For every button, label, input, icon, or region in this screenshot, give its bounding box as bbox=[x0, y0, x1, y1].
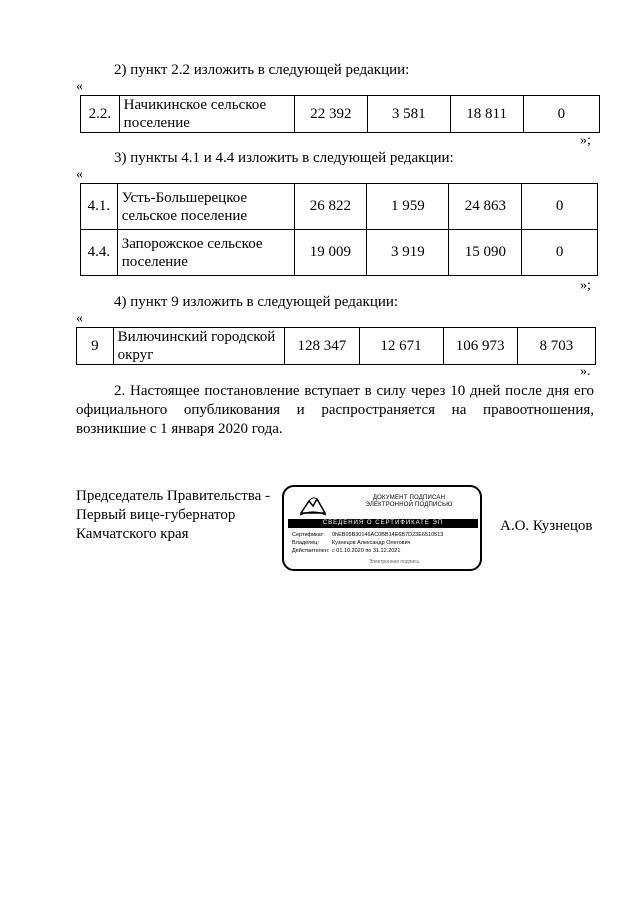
row-number: 4.4. bbox=[81, 230, 118, 276]
signatory-title-line2: Первый вице-губернатор bbox=[76, 507, 236, 523]
row-value2: 3 919 bbox=[367, 230, 449, 276]
table-row bbox=[81, 230, 598, 276]
table-section4 bbox=[76, 327, 596, 365]
stamp-header bbox=[344, 495, 474, 509]
signatory-title bbox=[76, 487, 270, 544]
row-name-line2: поселение bbox=[121, 253, 188, 270]
open-quote: « bbox=[76, 79, 83, 94]
row-value1: 19 009 bbox=[294, 230, 367, 276]
electronic-signature-stamp bbox=[282, 485, 482, 571]
stamp-footer: Электронная подпись bbox=[368, 559, 420, 565]
section3-intro: 3) пункты 4.1 и 4.4 изложить в следующей редакции: bbox=[114, 150, 454, 166]
stamp-cert-value: 0hEB05B30146AC0BB14E6B7D23E6510513 bbox=[332, 532, 444, 538]
row-name-line1: Запорожское сельское bbox=[121, 235, 263, 252]
stamp-owner-label: Владелец: bbox=[292, 540, 319, 546]
close-quote: ». bbox=[580, 364, 591, 379]
row-value2: 12 671 bbox=[359, 328, 443, 365]
stamp-valid-row bbox=[292, 548, 400, 555]
stamp-cert-row bbox=[292, 532, 443, 539]
row-name bbox=[113, 328, 285, 365]
row-value1: 22 392 bbox=[294, 96, 367, 133]
stamp-owner-row bbox=[292, 540, 411, 547]
table-section2 bbox=[80, 95, 600, 133]
section4-intro: 4) пункт 9 изложить в следующей редакции: bbox=[114, 294, 399, 310]
row-name-line2: поселение bbox=[123, 115, 190, 131]
open-quote: « bbox=[76, 311, 83, 326]
signatory-name: А.О. Кузнецов bbox=[500, 518, 593, 534]
row-value3: 18 811 bbox=[450, 96, 523, 133]
row-number: 2.2. bbox=[81, 96, 120, 133]
signatory-title-line3: Камчатского края bbox=[76, 526, 189, 542]
row-value1: 128 347 bbox=[285, 328, 359, 365]
row-value4: 0 bbox=[522, 230, 598, 276]
signatory-title-line1: Председатель Правительства - bbox=[76, 488, 271, 504]
row-value2: 1 959 bbox=[367, 184, 449, 230]
row-value1: 26 822 bbox=[294, 184, 367, 230]
stamp-owner-value: Кузнецов Александр Олегович bbox=[332, 540, 411, 546]
row-name-line1: Начикинское сельское bbox=[123, 97, 267, 113]
table-row bbox=[81, 184, 598, 230]
row-name-line1: Усть-Большерецкое bbox=[121, 189, 248, 206]
stamp-header-line1: ДОКУМЕНТ ПОДПИСАН bbox=[372, 495, 446, 501]
table-row bbox=[81, 96, 600, 133]
row-number: 9 bbox=[77, 328, 114, 365]
row-value4: 0 bbox=[522, 184, 598, 230]
stamp-certificate-bar: СВЕДЕНИЯ О СЕРТИФИКАТЕ ЭП bbox=[288, 519, 478, 528]
row-value3: 15 090 bbox=[449, 230, 522, 276]
row-name bbox=[117, 230, 294, 276]
row-value4: 0 bbox=[523, 96, 599, 133]
row-name bbox=[119, 96, 294, 133]
open-quote: « bbox=[76, 167, 83, 182]
stamp-header-line2: ЭЛЕКТРОННОЙ ПОДПИСЬЮ bbox=[365, 502, 453, 508]
section2-intro: 2) пункт 2.2 изложить в следующей редакции: bbox=[114, 62, 410, 78]
close-quote: »; bbox=[580, 278, 591, 293]
stamp-valid-value: с 01.10.2020 по 31.12.2021 bbox=[332, 548, 401, 554]
table-section3 bbox=[80, 183, 598, 276]
row-value4: 8 703 bbox=[517, 328, 595, 365]
row-number: 4.1. bbox=[81, 184, 118, 230]
row-name-line2: сельское поселение bbox=[121, 207, 248, 224]
row-name-line2: округ bbox=[117, 347, 154, 363]
row-value3: 24 863 bbox=[449, 184, 522, 230]
row-name bbox=[117, 184, 294, 230]
coat-of-arms-icon bbox=[298, 495, 328, 517]
paragraph-effective-date: 2. Настоящее постановление вступает в силу через 10 дней после дня его официального опубликования и распространяется на правоотношения, возникшие с 1 января 2020 года. bbox=[76, 383, 594, 437]
row-value3: 106 973 bbox=[443, 328, 517, 365]
table-row bbox=[77, 328, 596, 365]
stamp-cert-label: Сертификат: bbox=[292, 532, 325, 538]
row-name-line1: Вилючинский городской bbox=[117, 329, 276, 345]
close-quote: »; bbox=[580, 133, 591, 148]
row-value2: 3 581 bbox=[367, 96, 450, 133]
stamp-valid-label: Действителен: bbox=[292, 548, 330, 554]
